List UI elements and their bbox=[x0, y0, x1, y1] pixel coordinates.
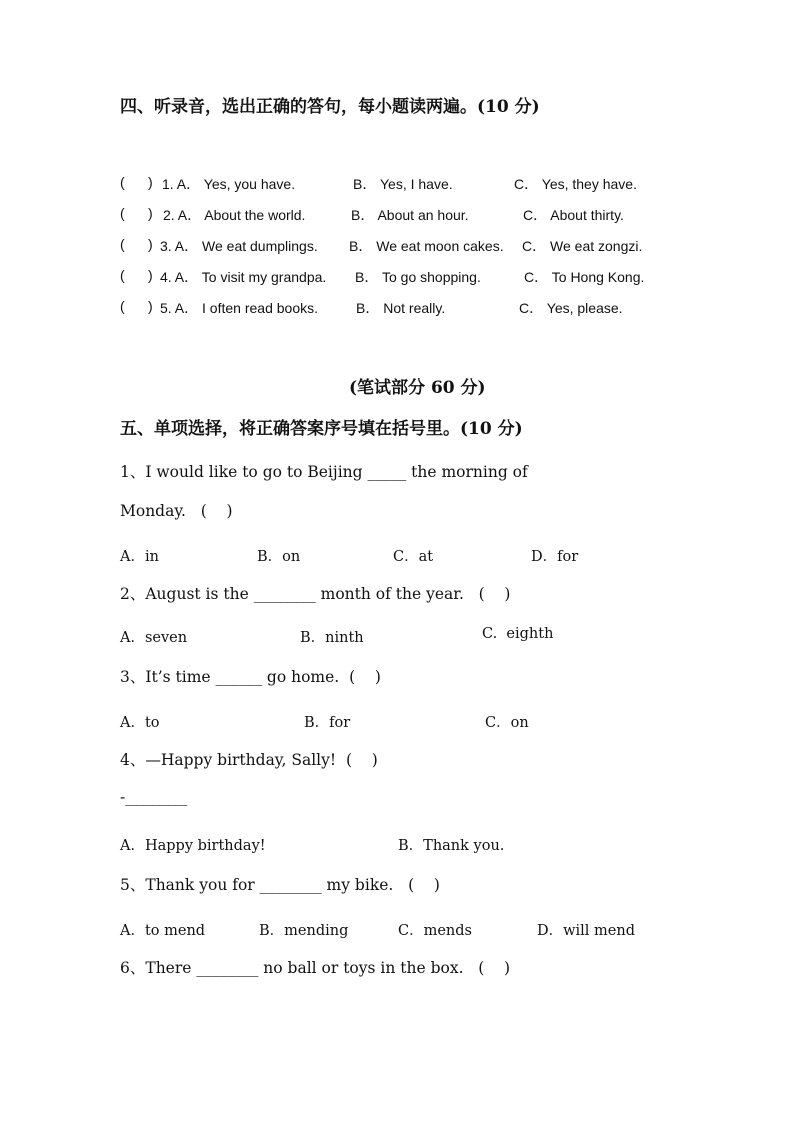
question-5-option-d: D．will mend bbox=[537, 923, 636, 939]
question-1-option-d: D．for bbox=[531, 549, 579, 565]
list-item-2-paren: ( ) bbox=[120, 205, 153, 221]
list-item-5-option-c: C． Yes, please. bbox=[519, 300, 623, 316]
list-item-4-option-c: C． To Hong Kong. bbox=[524, 269, 645, 285]
question-2-option-a: A．seven bbox=[120, 630, 188, 646]
list-item-1-paren: ( ) bbox=[120, 174, 153, 190]
list-item-3-option-b: B． We eat moon cakes. bbox=[349, 238, 504, 254]
question-4-option-a: A．Happy birthday! bbox=[120, 838, 266, 854]
list-item-4-paren: ( ) bbox=[120, 267, 153, 283]
question-2-option-b: B．ninth bbox=[300, 630, 364, 646]
question-3-option-a: A．to bbox=[120, 715, 160, 731]
list-item-2-option-b: B． About an hour. bbox=[351, 207, 469, 223]
list-item-3-option-a: 3. A． We eat dumplings. bbox=[160, 238, 318, 254]
question-4-answer-blank: -________ bbox=[120, 788, 188, 806]
question-2-option-c: C. eighth bbox=[482, 626, 554, 642]
question-3: 3、It’s time ______ go home. ( ) bbox=[120, 668, 381, 686]
written-part-title: (笔试部分 60 分) bbox=[349, 378, 486, 398]
section4-heading: 四、听录音，选出正确的答句，每小题读两遍。(10 分) bbox=[120, 97, 540, 117]
question-1-line-2: Monday. ( ) bbox=[120, 502, 233, 520]
question-1-option-b: B．on bbox=[257, 549, 301, 565]
question-2: 2、August is the ________ month of the year. ( ) bbox=[120, 585, 511, 603]
question-1-option-a: A．in bbox=[120, 549, 159, 565]
question-4: 4、—Happy birthday, Sally! ( ) bbox=[120, 751, 378, 769]
list-item-1-option-c: C． Yes, they have. bbox=[514, 176, 637, 192]
question-6: 6、There ________ no ball or toys in the box. ( ) bbox=[120, 959, 511, 977]
list-item-4-option-b: B． To go shopping. bbox=[355, 269, 481, 285]
list-item-1-option-b: B． Yes, I have. bbox=[353, 176, 453, 192]
list-item-1-option-a: 1. A． Yes, you have. bbox=[162, 176, 296, 192]
list-item-5-option-a: 5. A． I often read books. bbox=[160, 300, 318, 316]
question-1-option-c: C．at bbox=[393, 549, 434, 565]
list-item-5-option-b: B． Not really. bbox=[356, 300, 446, 316]
question-3-option-b: B．for bbox=[304, 715, 351, 731]
question-5: 5、Thank you for ________ my bike. ( ) bbox=[120, 876, 440, 894]
question-1-line-1: 1、I would like to go to Beijing _____ the morning of bbox=[120, 463, 528, 481]
section5-heading: 五、单项选择，将正确答案序号填在括号里。(10 分) bbox=[120, 419, 523, 439]
list-item-5-paren: ( ) bbox=[120, 298, 153, 314]
question-5-option-c: C．mends bbox=[398, 923, 472, 939]
question-5-option-b: B．mending bbox=[259, 923, 349, 939]
list-item-4-option-a: 4. A． To visit my grandpa. bbox=[160, 269, 327, 285]
question-5-option-a: A．to mend bbox=[120, 923, 206, 939]
question-4-option-b: B．Thank you. bbox=[398, 838, 505, 854]
list-item-2-option-a: 2. A． About the world. bbox=[163, 207, 306, 223]
list-item-2-option-c: C． About thirty. bbox=[523, 207, 624, 223]
list-item-3-paren: ( ) bbox=[120, 236, 153, 252]
list-item-3-option-c: C． We eat zongzi. bbox=[522, 238, 643, 254]
question-3-option-c: C．on bbox=[485, 715, 529, 731]
